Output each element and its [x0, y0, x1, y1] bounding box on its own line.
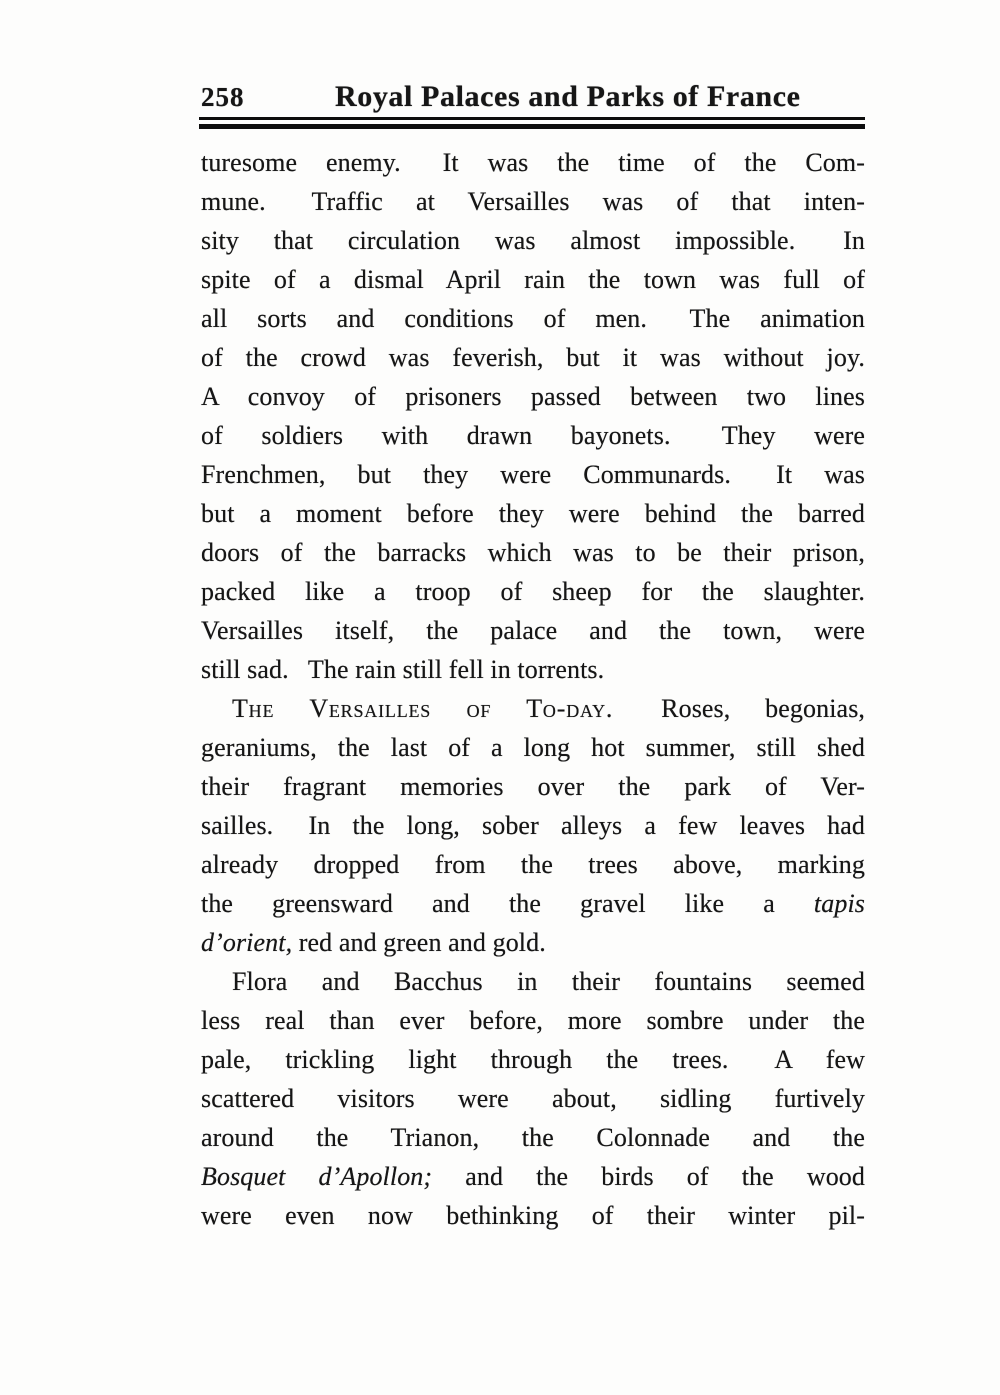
small-caps-heading: The Versailles of To-day.	[232, 694, 614, 723]
text-line	[201, 923, 865, 962]
text-line	[201, 728, 865, 767]
text-line	[201, 533, 865, 572]
text-line	[201, 650, 865, 689]
body-text: sailles. In the long, sober alleys a few leaves had	[201, 811, 865, 840]
italic-text: d’orient,	[201, 928, 293, 957]
body-text: less real than ever before, more sombre under the	[201, 1006, 865, 1035]
body-text: geraniums, the last of a long hot summer, still shed	[201, 733, 865, 762]
body-text: of the crowd was feverish, but it was without joy.	[201, 343, 865, 372]
text-line	[201, 182, 865, 221]
text-line	[201, 1079, 865, 1118]
text-line	[201, 845, 865, 884]
text-line	[201, 338, 865, 377]
text-line	[201, 299, 865, 338]
body-text: Frenchmen, but they were Communards. It was	[201, 460, 865, 489]
body-text: already dropped from the trees above, marking	[201, 850, 865, 879]
body-text: red and green and gold.	[292, 928, 546, 957]
text-line	[201, 1040, 865, 1079]
body-text: sity that circulation was almost impossible. In	[201, 226, 865, 255]
text-line	[201, 884, 865, 923]
body-text: scattered visitors were about, sidling furtively	[201, 1084, 865, 1113]
body-text: around the Trianon, the Colonnade and the	[201, 1123, 865, 1152]
text-line	[201, 572, 865, 611]
body-text: their fragrant memories over the park of Ver-	[201, 772, 865, 801]
text-line	[201, 1157, 865, 1196]
text-line	[201, 962, 865, 1001]
body-text: pale, trickling light through the trees. A few	[201, 1045, 865, 1074]
body-text: Flora and Bacchus in their fountains seemed	[232, 967, 865, 996]
text-line	[201, 611, 865, 650]
body-text: mune. Traffic at Versailles was of that inten-	[201, 187, 865, 216]
text-line	[201, 1118, 865, 1157]
text-line	[201, 143, 865, 182]
text-line	[201, 1001, 865, 1040]
body-text: Versailles itself, the palace and the town, were	[201, 616, 865, 645]
body-text: doors of the barracks which was to be their prison,	[201, 538, 865, 567]
paragraph	[201, 689, 865, 962]
body-text: Roses, begonias,	[613, 694, 866, 723]
body-text: the greensward and the gravel like a	[201, 889, 814, 918]
text-line	[201, 689, 865, 728]
text-line	[201, 221, 865, 260]
text-line	[201, 416, 865, 455]
paragraph	[201, 143, 865, 689]
page-body	[201, 143, 865, 1235]
header-rule	[199, 117, 865, 129]
body-text: turesome enemy. It was the time of the Com-	[201, 148, 865, 177]
page-number: 258	[201, 82, 245, 112]
running-header	[201, 80, 865, 114]
body-text: packed like a troop of sheep for the slaughter.	[201, 577, 865, 606]
body-text: of soldiers with drawn bayonets. They were	[201, 421, 865, 450]
body-text: still sad. The rain still fell in torrents.	[201, 655, 605, 684]
text-line	[201, 260, 865, 299]
italic-text: tapis	[813, 889, 865, 918]
text-line	[201, 455, 865, 494]
paragraph	[201, 962, 865, 1235]
body-text: A convoy of prisoners passed between two lines	[201, 382, 865, 411]
body-text: all sorts and conditions of men. The animation	[201, 304, 865, 333]
text-line	[201, 377, 865, 416]
body-text: but a moment before they were behind the barred	[201, 499, 865, 528]
text-line	[201, 494, 865, 533]
text-line	[201, 767, 865, 806]
italic-text: Bosquet d’Apollon;	[201, 1162, 433, 1191]
body-text: were even now bethinking of their winter pil-	[201, 1201, 865, 1230]
body-text: spite of a dismal April rain the town was full of	[201, 265, 865, 294]
header-title: Royal Palaces and Parks of France	[334, 80, 801, 113]
text-line	[201, 1196, 865, 1235]
text-line	[201, 806, 865, 845]
body-text: and the birds of the wood	[432, 1162, 865, 1191]
